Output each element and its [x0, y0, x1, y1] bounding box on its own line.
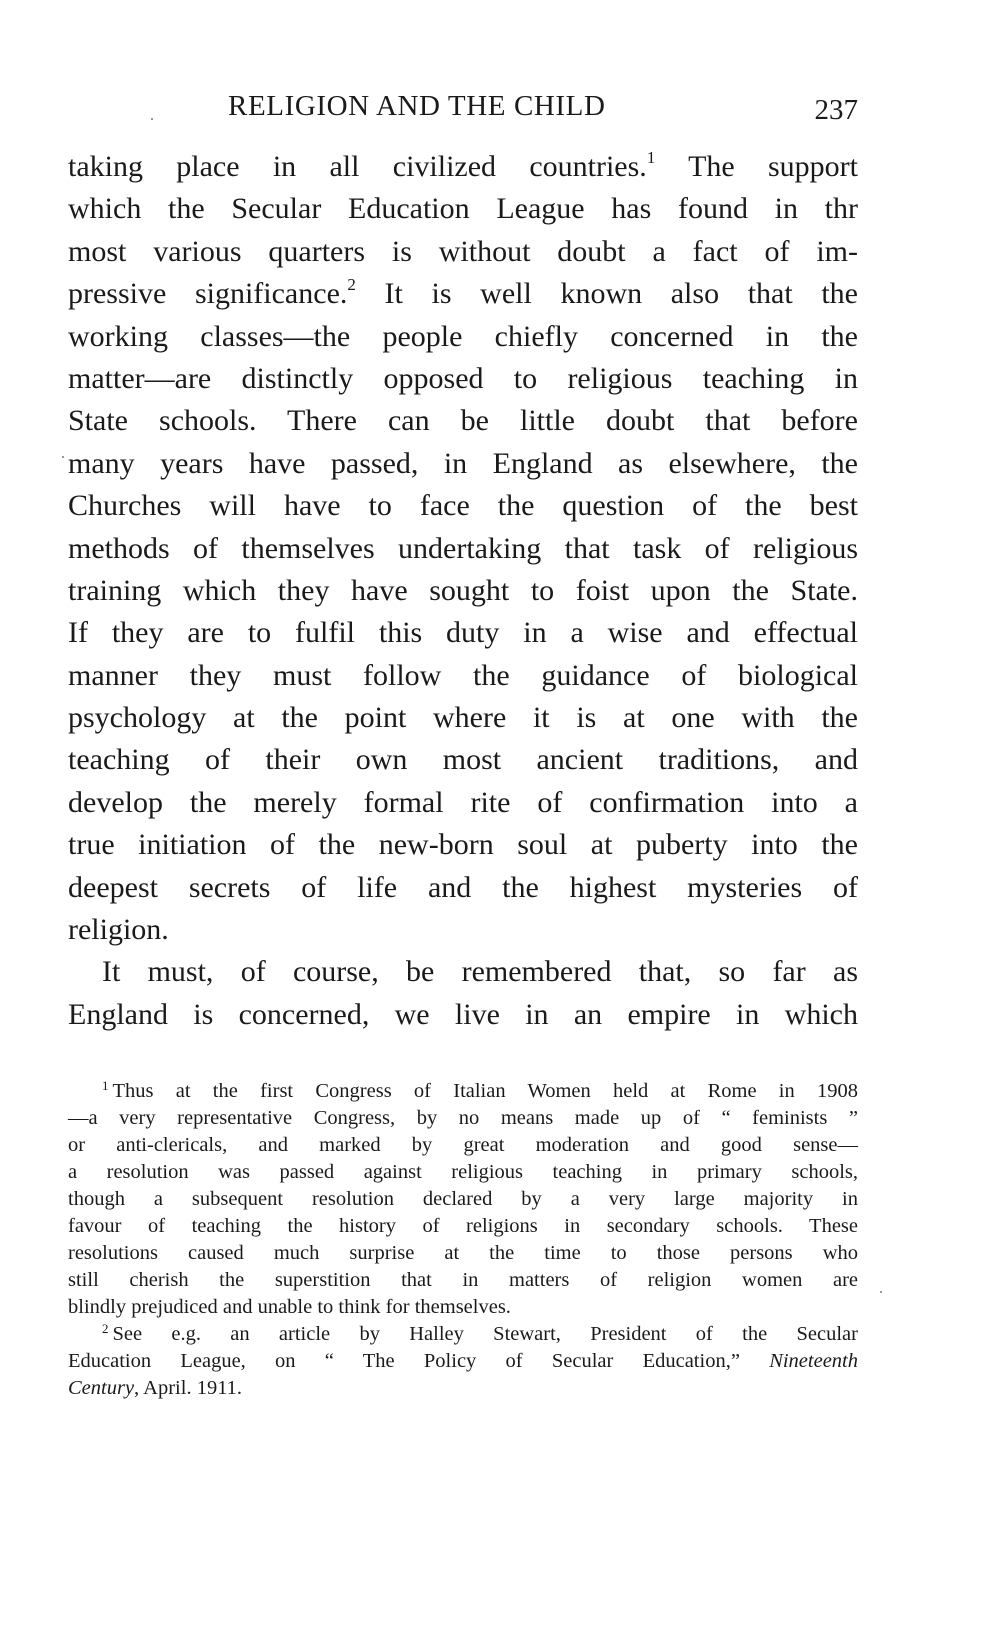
footnote-line: $^2$ See e.g. an article by Halley Stewart, President of the Secular [102, 1321, 858, 1345]
text-line: England is concerned, we live in an empire in which [68, 997, 858, 1031]
text-line: methods of themselves undertaking that task of religious [68, 531, 858, 565]
footnote-line: still cherish the superstition that in matters of religion women are [68, 1269, 858, 1291]
footnote-line: a resolution was passed against religious teaching in primary schools, [68, 1161, 858, 1183]
text-line: State schools. There can be little doubt that before [68, 404, 858, 438]
text-line: many years have passed, in England as elsewhere, the [68, 446, 858, 480]
footnote-line: resolutions caused much surprise at the time to those persons who [68, 1242, 858, 1264]
page-number: 237 [814, 94, 858, 126]
text-line: which the Secular Education League has found in thr [68, 192, 858, 226]
text-line: matter—are distinctly opposed to religious teaching in [68, 361, 858, 395]
journal-title: Nineteenth [769, 1350, 858, 1372]
page-header [68, 90, 858, 134]
text-line: taking place in all civilized countries.$^1$ The support [68, 148, 858, 183]
footnote-2 [68, 1321, 858, 1402]
footnote-line: $^1$ Thus at the first Congress of Italian Women held at Rome in 1908 [102, 1078, 858, 1102]
footnote-line: Century, April. 1911. [68, 1377, 243, 1399]
text-line: develop the merely formal rite of confirmation into a [68, 785, 858, 819]
text-line: training which they have sought to foist upon the State. [68, 573, 858, 607]
text-line: If they are to fulfil this duty in a wise and effectual [68, 616, 858, 650]
footnotes [68, 1078, 858, 1402]
footnote-line: or anti-clericals, and marked by great moderation and good sense— [68, 1134, 858, 1156]
footnote-line: though a subsequent resolution declared by a very large majority in [68, 1188, 858, 1210]
text-line: pressive significance.$^2$ It is well known also that the [68, 275, 858, 311]
text-line: teaching of their own most ancient traditions, and [68, 743, 858, 777]
scan-speck [151, 118, 153, 120]
footnote-ref-1[interactable]: 1 [646, 148, 656, 167]
text-line: religion. [68, 913, 169, 947]
scan-speck [880, 1291, 882, 1293]
footnote-line: blindly prejudiced and unable to think for themselves. [68, 1296, 511, 1318]
footnote-marker: 2 [102, 1321, 109, 1336]
text-line: most various quarters is without doubt a fact of im- [68, 234, 858, 268]
text-line: manner they must follow the guidance of biological [68, 658, 858, 692]
journal-title: Century [68, 1377, 135, 1399]
text-line: psychology at the point where it is at one with the [68, 701, 858, 735]
footnote-line: —a very representative Congress, by no means made up of “ feminists ” [68, 1107, 858, 1129]
text-line: It must, of course, be remembered that, so far as [102, 955, 858, 989]
scan-speck [62, 456, 64, 458]
body-text [68, 146, 858, 1036]
text-line: deepest secrets of life and the highest mysteries of [68, 870, 858, 904]
footnote-line: favour of teaching the history of religions in secondary schools. These [68, 1215, 858, 1237]
footnote-line: Education League, on “ The Policy of Secular Education,” Nineteenth [68, 1350, 858, 1372]
footnote-1 [68, 1078, 858, 1321]
text-line: working classes—the people chiefly concerned in the [68, 319, 858, 353]
running-title: RELIGION AND THE CHILD [228, 90, 606, 122]
footnote-marker: 1 [102, 1078, 109, 1093]
text-line: Churches will have to face the question of the best [68, 489, 858, 523]
text-line: true initiation of the new-born soul at puberty into the [68, 828, 858, 862]
footnote-ref-2[interactable]: 2 [347, 275, 356, 295]
